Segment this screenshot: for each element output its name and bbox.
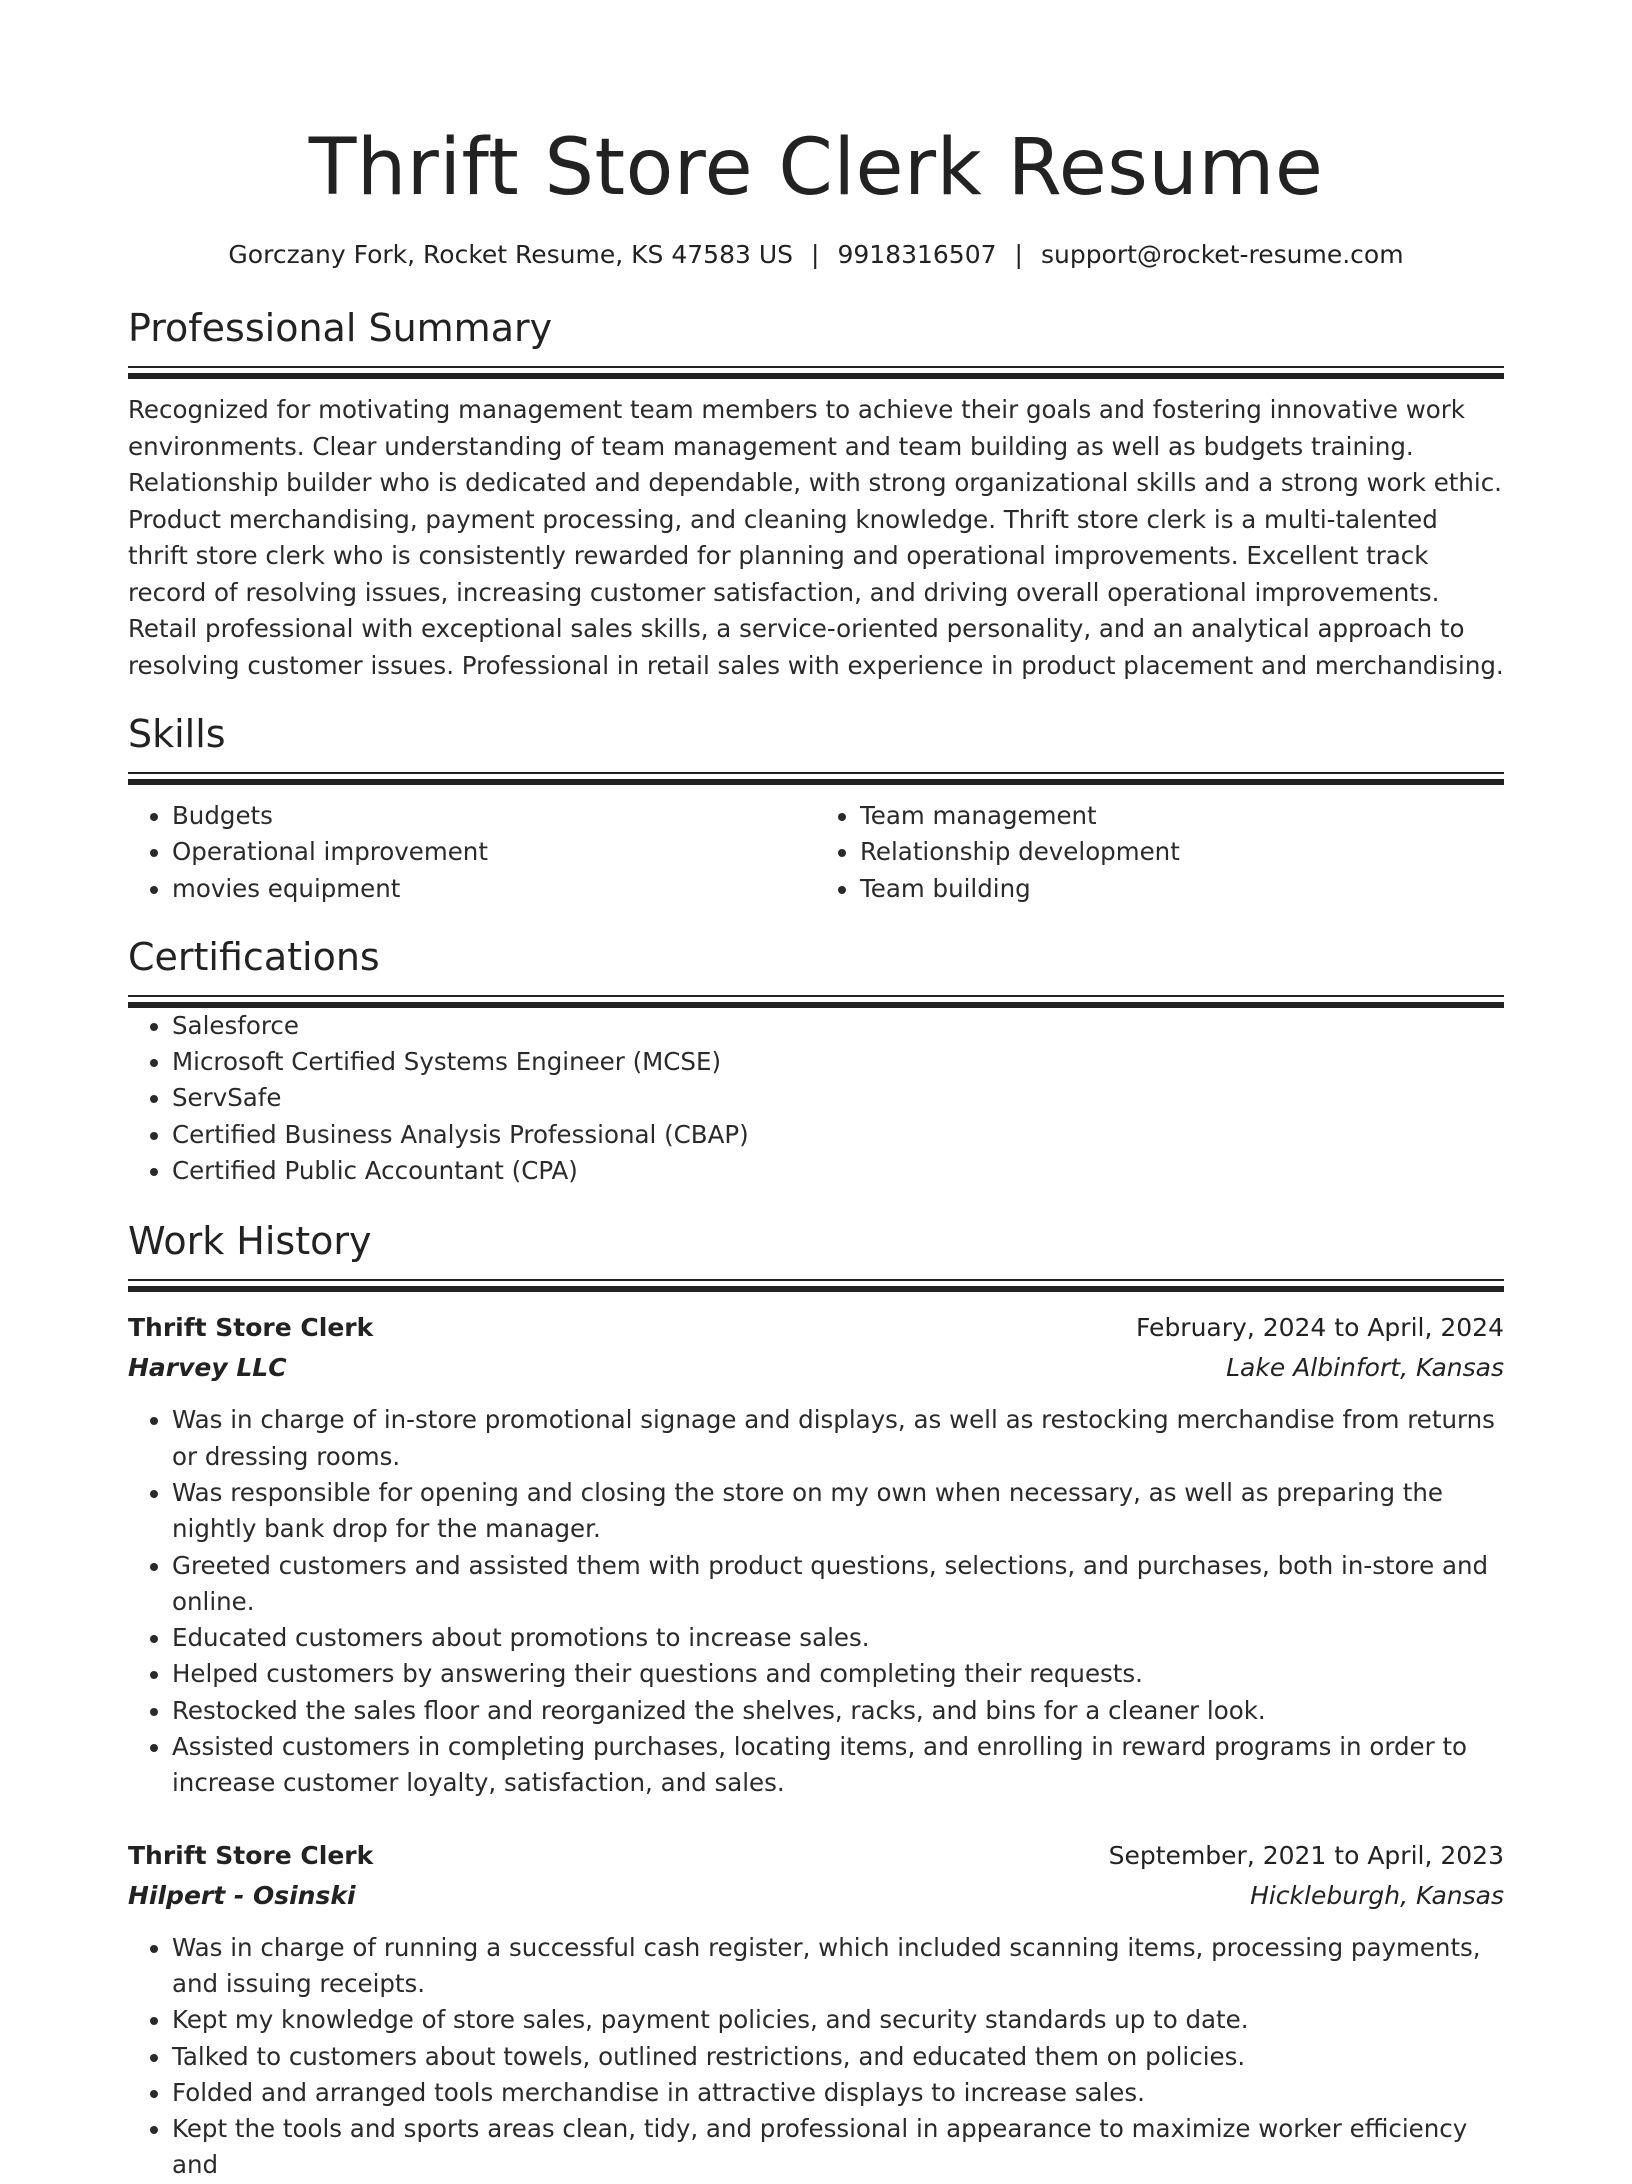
skills-list-left [128,798,816,907]
skill-item: • Relationship development [860,834,1504,870]
job-subheader [128,1348,1504,1388]
work-history-section [128,1217,1504,2183]
skill-item: • Team building [860,871,1504,907]
job-duty: • Kept the tools and sports areas clean, tidy, and professional in appearance to maximize worker efficiency and [172,2111,1504,2184]
job-company: Harvey LLC [128,1353,287,1383]
job-header [128,1836,1504,1876]
job-duties-list [128,1402,1504,1801]
page-title: Thrift Store Clerk Resume [308,123,1324,213]
job-dates: September, 2021 to April, 2023 [1108,1840,1504,1870]
skills-section [128,710,1504,907]
certifications-list [128,1008,1504,1189]
skill-item: • movies equipment [172,871,816,907]
job-dates: February, 2024 to April, 2024 [1136,1313,1504,1343]
certification-item: • ServSafe [172,1080,1504,1116]
job-duty: • Kept my knowledge of store sales, payment policies, and security standards up to date. [172,2002,1504,2038]
work-history-heading: Work History [128,1219,372,1264]
certification-item: • Certified Business Analysis Professional (CBAP) [172,1117,1504,1153]
job-title: Thrift Store Clerk [128,1313,374,1343]
contact-address: Gorczany Fork, Rocket Resume, KS 47583 US [228,240,794,269]
job-entry [128,1836,1504,2184]
skill-item: • Team management [860,798,1504,834]
section-divider [128,1279,1504,1292]
skills-heading: Skills [128,712,226,756]
certification-item: • Microsoft Certified Systems Engineer (MCSE) [172,1044,1504,1080]
section-divider [128,366,1504,379]
job-company: Hilpert - Osinski [128,1880,356,1910]
certifications-heading: Certifications [128,934,380,979]
section-divider [128,772,1504,785]
job-location: Lake Albinfort, Kansas [1226,1353,1504,1383]
job-entry [128,1308,1504,1801]
contact-phone: 9918316507 [837,240,997,269]
job-duty: • Was in charge of running a successful cash register, which included scanning items, processing payments, and issuing receipts. [172,1930,1504,2003]
job-title: Thrift Store Clerk [128,1840,374,1870]
certifications-section [128,933,1504,1189]
job-location: Hickleburgh, Kansas [1250,1880,1504,1910]
skill-item: • Operational improvement [172,834,816,870]
job-header [128,1308,1504,1348]
skills-grid [128,798,1504,907]
job-duties-list [128,1930,1504,2184]
job-duty: • Assisted customers in completing purchases, locating items, and enrolling in reward programs in order to increase customer loyalty, satisfaction, and sales. [172,1729,1504,1802]
summary-heading: Professional Summary [128,306,553,350]
certification-item: • Salesforce [172,1008,1504,1044]
contact-separator: | [1014,240,1023,269]
certification-item: • Certified Public Accountant (CPA) [172,1153,1504,1189]
job-duty: • Restocked the sales floor and reorganized the shelves, racks, and bins for a cleaner look. [172,1693,1504,1729]
job-duty: • Talked to customers about towels, outlined restrictions, and educated them on policies. [172,2039,1504,2075]
summary-text: Recognized for motivating management team members to achieve their goals and fostering innovative work environments. Clear understanding of team management and team building as well as budgets training. Relationship builder who is dedicated and dependable, with strong organizational skills and a strong work ethic. Product merchandising, payment processing, and cleaning knowledge. Thrift store clerk is a multi-talented thrift store clerk who is consistently rewarded for planning and operational improvements. Excellent track record of resolving issues, increasing customer satisfaction, and driving overall operational improvements. Retail professional with exceptional sales skills, a service-oriented personality, and an analytical approach to resolving customer issues. Professional in retail sales with experience in product placement and merchandising. [128,395,1504,680]
job-subheader [128,1876,1504,1916]
job-duty: • Was responsible for opening and closing the store on my own when necessary, as well as preparing the nightly bank drop for the manager. [172,1475,1504,1548]
job-duty: • Was in charge of in-store promotional signage and displays, as well as restocking merchandise from returns or dressing rooms. [172,1402,1504,1475]
contact-line [128,238,1504,272]
contact-separator: | [811,240,820,269]
skill-item: • Budgets [172,798,816,834]
job-duty: • Greeted customers and assisted them with product questions, selections, and purchases, both in-store and online. [172,1548,1504,1621]
section-divider [128,995,1504,1008]
job-duty: • Folded and arranged tools merchandise in attractive displays to increase sales. [172,2075,1504,2111]
skills-list-right [816,798,1504,907]
contact-email[interactable]: support@rocket-resume.com [1040,240,1404,269]
job-duty: • Helped customers by answering their questions and completing their requests. [172,1656,1504,1692]
job-duty: • Educated customers about promotions to increase sales. [172,1620,1504,1656]
summary-section [128,304,1504,684]
